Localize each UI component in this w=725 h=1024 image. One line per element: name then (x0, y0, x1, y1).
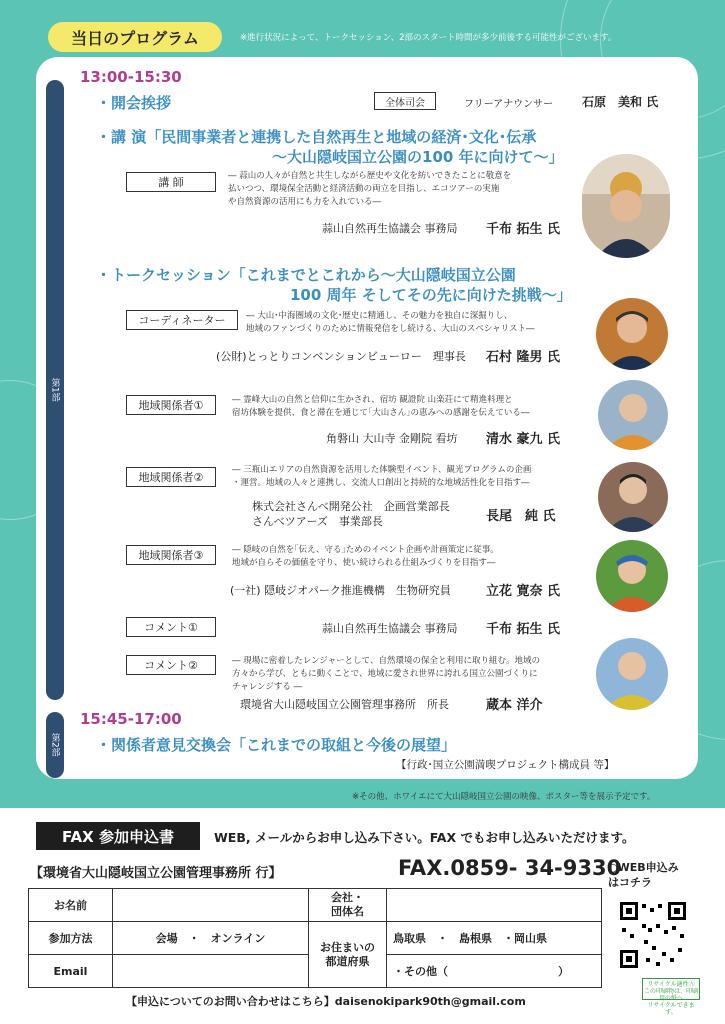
coordinator-affiliation: (公財)とっとりコンベンションビューロー 理事長 (216, 350, 466, 363)
part1-time: 13:00-15:30 (80, 68, 182, 86)
regional-participant-3-role: 地域関係者③ (126, 545, 216, 565)
exhibition-note: ※その他、ホワイエにて大山隠岐国立公園の映像、ポスター等を展示予定です。 (352, 792, 656, 802)
regional-participant-2-affiliation-2: さんべツアーズ 事業部長 (252, 515, 383, 528)
part2-time: 15:45-17:00 (80, 710, 182, 728)
company-label: 会社・ 団体名 (309, 889, 387, 922)
mc-name: 石原 美和 氏 (582, 95, 659, 109)
comment-2-affiliation: 環境省大山隠岐国立公園管理事務所 所長 (240, 698, 449, 711)
regional-participant-1-description: ― 霊峰大山の自然と信仰に生かされ、宿坊 観證院 山楽荘にて精進料理と 宿坊体験を提供、食と滞在を通じて｢大山さん｣の恵みへの感謝を伝えている― (232, 395, 530, 418)
part2-label: 第2部 (46, 712, 64, 778)
regional-participant-1-affiliation: 角磐山 大山寺 金剛院 看坊 (326, 432, 458, 445)
coordinator-description: ― 大山･中海圏域の文化･歴史に精通し、その魅力を独自に深掘りし、 地域のファンづくりのために情報発信をし続ける、大山のスペシャリスト― (246, 311, 535, 334)
name-label: お名前 (29, 889, 113, 922)
regional-participant-3-photo (596, 540, 668, 612)
regional-participant-2-photo (598, 462, 668, 532)
lecturer-role: 講 師 (126, 172, 216, 192)
comment-1-name: 千布 拓生 氏 (486, 622, 561, 637)
mc-affiliation: フリーアナウンサー (464, 99, 554, 110)
fax-intro: WEB, メールからお申し込み下さい。FAX でもお申し込みいただけます。 (214, 830, 635, 845)
coordinator-photo (596, 298, 668, 370)
prefecture-other[interactable]: ・その他（ ） (387, 955, 602, 988)
exchange-meeting: ・関係者意見交換会「これまでの取組と今後の展望」 (96, 736, 457, 754)
talk-title-line2: 100 周年 そしてその先に向けた挑戦〜」 (290, 286, 572, 304)
regional-participant-3-name: 立花 寛奈 氏 (486, 584, 561, 599)
comment-1-role: コメント① (126, 617, 216, 637)
application-form (28, 888, 602, 988)
prefecture-label: お住まいの 都道府県 (309, 922, 387, 988)
company-field[interactable] (387, 889, 602, 922)
web-application-label: ○WEB申込み はコチラ (608, 861, 679, 889)
regional-participant-2-name: 長尾 純 氏 (486, 509, 556, 524)
part1-label: 第1部 (46, 80, 64, 700)
regional-participant-1-role: 地域関係者① (126, 395, 216, 415)
name-field[interactable] (113, 889, 309, 922)
regional-participant-1-photo (598, 380, 668, 450)
regional-participant-3-affiliation: (一社) 隠岐ジオパーク推進機構 生物研究員 (230, 584, 451, 597)
fax-number: FAX.0859- 34-9330 (398, 856, 622, 880)
method-options[interactable]: 会場 ・ オンライン (113, 922, 309, 955)
exchange-participants: 【行政･国立公園満喫プロジェクト構成員 等】 (396, 759, 615, 771)
comment-2-photo (596, 638, 668, 710)
coordinator-role: コーディネーター (126, 310, 238, 330)
lecturer-affiliation: 蒜山自然再生協議会 事務局 (322, 222, 458, 235)
coordinator-name: 石村 隆男 氏 (486, 350, 561, 365)
regional-participant-3-description: ― 隠岐の自然を｢伝え、守る｣ためのイベント企画や計画策定に従事。 地域が自らその価値を守り、使い続けられる仕組みづくりを目指す― (232, 545, 499, 568)
email-label: Email (29, 955, 113, 988)
regional-participant-1-name: 清水 豪九 氏 (486, 432, 561, 447)
email-field[interactable] (113, 955, 309, 988)
talk-title-line1: ・トークセッション「これまでとこれから〜大山隠岐国立公園 (96, 266, 516, 284)
contact-email[interactable]: 【申込についてのお問い合わせはこちら】daisenokipark90th@gmail.com (126, 995, 526, 1008)
qr-code[interactable] (618, 900, 688, 970)
program-title-badge: 当日のプログラム (48, 22, 222, 52)
lecturer-name: 千布 拓生 氏 (486, 222, 561, 237)
comment-2-name: 蔵本 洋介 (486, 698, 543, 713)
lecturer-photo (582, 154, 670, 258)
lecture-title-line2: 〜大山隠岐国立公園の100 年に向けて〜」 (272, 148, 564, 166)
method-label: 参加方法 (29, 922, 113, 955)
regional-participant-2-role: 地域関係者② (126, 467, 216, 487)
schedule-note: ※進行状況によって、トークセッション、2部のスタート時間が多少前後する可能性がございます。 (240, 33, 617, 43)
comment-2-description: ― 現場に密着したレンジャーとして、自然環境の保全と利用に取り組む。地域の 方々から学び、ともに動くことで、地域に愛され世界に誇れる国立公園づくりに チャレンジする ― (232, 656, 540, 692)
lecturer-description: ― 蒜山の人々が自然と共生しながら歴史や文化を紡いできたことに敬意を 払いつつ、環境保全活動と経済活動の両立を目指し、エコツアーの実施 や自然資源の活用にも力を入れている― (228, 171, 512, 207)
fax-destination: 【環境省大山隠岐国立公園管理事務所 行】 (30, 866, 282, 881)
fax-form-title: FAX 参加申込書 (36, 822, 200, 850)
opening-remarks: ・開会挨拶 (96, 94, 172, 112)
comment-2-role: コメント② (126, 655, 216, 675)
lecture-title-line1: ・講 演「民間事業者と連携した自然再生と地域の経済･文化･伝承 (96, 128, 537, 146)
mc-role: 全体司会 (374, 92, 436, 110)
prefecture-options[interactable]: 鳥取県 ・ 島根県 ・岡山県 (387, 922, 602, 955)
regional-participant-2-description: ― 三瓶山エリアの自然資源を活用した体験型イベント、観光プログラムの企画 ・運営。地域の人々と連携し、交流人口創出と持続的な地域活性化を目指す― (232, 465, 532, 488)
comment-1-affiliation: 蒜山自然再生協議会 事務局 (322, 622, 458, 635)
regional-participant-2-affiliation-1: 株式会社さんべ開発公社 企画営業部長 (252, 500, 450, 513)
recycle-mark: リサイクル適性Ⓐ この印刷物は、印刷用の紙へ リサイクルできます。 (642, 978, 700, 1000)
